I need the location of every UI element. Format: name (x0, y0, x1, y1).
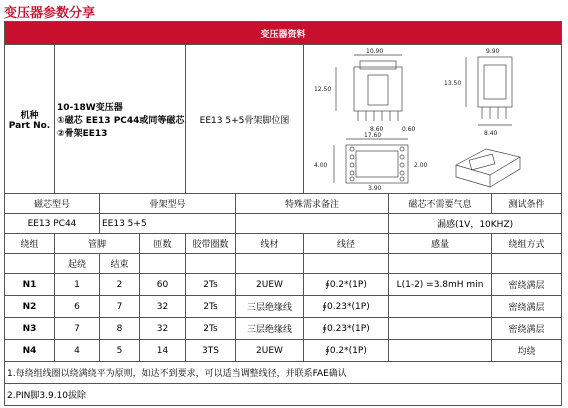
winding-method: 均绕 (492, 340, 562, 362)
winding-inductance (389, 296, 492, 318)
winding-inductance: L(1-2) =3.8mH min (389, 274, 492, 296)
wind-header-gauge: 线径 (304, 234, 389, 254)
part-label-cn: 机种 (20, 110, 39, 121)
winding-start: 4 (55, 340, 100, 362)
winding-turns: 32 (140, 296, 186, 318)
dim-label: 13.50 (443, 80, 461, 87)
wind-subheader-blank (5, 254, 55, 274)
wind-header-turns: 匝数 (140, 234, 186, 254)
part-label-cell (5, 45, 55, 194)
info-value-bobbin: EE13 5+5 (100, 214, 236, 234)
winding-inductance (389, 318, 492, 340)
note-1: 1.每绕组线圈以绕满绕平为原则，如达不到要求，可以适当调整线径，并联系FAE确认 (5, 362, 562, 384)
spec-banner: 变压器资料 (5, 22, 562, 45)
winding-wire: 三层绝缘线 (236, 318, 304, 340)
dim-label: 8.60 (369, 126, 383, 133)
winding-group: N4 (5, 340, 55, 362)
info-value-test: 漏感(1V，10KHZ) (389, 214, 562, 234)
dim-label: 10.90 (365, 48, 383, 55)
winding-end: 5 (100, 340, 140, 362)
table-row (5, 296, 562, 318)
winding-method: 密绕满层 (492, 318, 562, 340)
wind-header-method: 绕组方式 (492, 234, 562, 254)
info-header-test: 测试条件 (492, 194, 562, 214)
bobbin-drawing-label: EE13 5+5骨架脚位图 (199, 115, 290, 126)
winding-start: 1 (55, 274, 100, 296)
winding-turns: 14 (140, 340, 186, 362)
winding-tape: 3TS (186, 340, 236, 362)
wind-header-start: 起绕 (55, 254, 100, 274)
info-header-core: 磁芯型号 (5, 194, 100, 214)
table-row (5, 274, 562, 296)
winding-gauge: ∮0.2*(1P) (304, 274, 389, 296)
wind-header-tape: 胶带圈数 (186, 234, 236, 254)
dim-label: 9.90 (485, 48, 499, 55)
wind-header-group: 绕组 (5, 234, 55, 254)
winding-tape: 2Ts (186, 274, 236, 296)
winding-group: N1 (5, 274, 55, 296)
transformer-spec-table (4, 21, 562, 406)
dim-label: 17.60 (363, 132, 381, 139)
winding-group: N3 (5, 318, 55, 340)
dim-label: 8.40 (483, 130, 497, 137)
wind-header-inductance: 感量 (389, 234, 492, 254)
winding-wire: 2UEW (236, 340, 304, 362)
page-title: 变压器参数分享 (4, 6, 96, 21)
part-desc-line3: ②骨架EE13 (57, 128, 108, 139)
winding-tape: 2Ts (186, 318, 236, 340)
bobbin-label-cell (186, 45, 304, 194)
winding-gauge: ∮0.23*(1P) (304, 318, 389, 340)
part-desc-cell (55, 45, 186, 194)
info-header-bobbin: 骨架型号 (100, 194, 236, 214)
winding-turns: 60 (140, 274, 186, 296)
winding-turns: 32 (140, 318, 186, 340)
note-2: 2.PIN脚3.9.10拔除 (5, 384, 562, 406)
wind-header-wire: 线材 (236, 234, 304, 254)
info-value-special (236, 214, 389, 234)
dim-label: 12.50 (313, 86, 331, 93)
winding-start: 7 (55, 318, 100, 340)
winding-inductance (389, 340, 492, 362)
wind-header-end: 结束 (100, 254, 140, 274)
table-row (5, 318, 562, 340)
winding-start: 6 (55, 296, 100, 318)
wind-header-pin: 管脚 (55, 234, 140, 254)
winding-wire: 2UEW (236, 274, 304, 296)
winding-group: N2 (5, 296, 55, 318)
winding-tape: 2Ts (186, 296, 236, 318)
part-desc-line1: 10-18W变压器 (57, 102, 123, 113)
winding-gauge: ∮0.23*(1P) (304, 296, 389, 318)
dim-label: 3.90 (367, 185, 381, 190)
winding-gauge: ∮0.2*(1P) (304, 340, 389, 362)
winding-end: 7 (100, 296, 140, 318)
info-header-gap: 磁芯不需要气息 (389, 194, 492, 214)
info-header-special: 特殊需求备注 (236, 194, 389, 214)
winding-method: 密绕满层 (492, 274, 562, 296)
part-label-en: Part No. (8, 120, 51, 131)
dim-label: 4.00 (313, 162, 327, 169)
part-desc-line2: ①磁芯 EE13 PC44或同等磁芯 (57, 115, 185, 126)
winding-end: 2 (100, 274, 140, 296)
table-row (5, 340, 562, 362)
dim-label: 2.00 (413, 162, 427, 169)
bobbin-drawing (306, 45, 560, 190)
winding-method: 密绕满层 (492, 296, 562, 318)
winding-wire: 三层绝缘线 (236, 296, 304, 318)
winding-end: 8 (100, 318, 140, 340)
info-value-core: EE13 PC44 (5, 214, 100, 234)
bobbin-drawing-cell (304, 45, 562, 194)
dim-label: 0.60 (401, 126, 415, 133)
